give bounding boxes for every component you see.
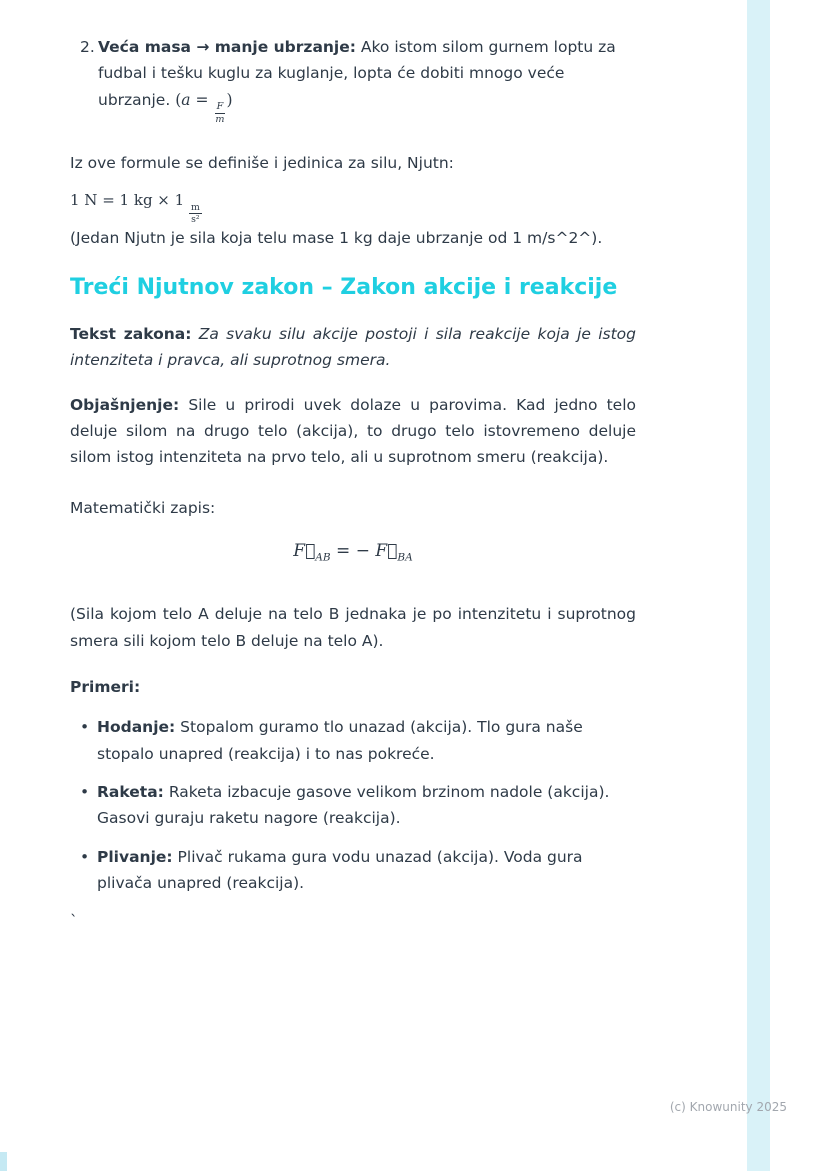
bullet-text <box>97 844 636 897</box>
ordered-list-item-2 <box>80 34 636 126</box>
formula-note-paragraph: (Sila kojom telo A deluje na telo B jednaka je po intenzitetu i suprotnog smera sili kojom telo B deluje na telo A). <box>70 605 636 650</box>
bullet-text <box>97 714 636 767</box>
explanation-label: Objašnjenje: <box>70 395 180 414</box>
list-item-plivanje <box>80 844 636 897</box>
fraction-denominator: m <box>215 114 225 126</box>
bullet-body: Raketa izbacuje gasove velikom brzinom nadole (akcija). Gasovi guraju raketu nagore (reakcija). <box>97 782 610 828</box>
fraction-denominator: s² <box>191 213 200 225</box>
explanation-paragraph <box>70 392 636 471</box>
force-AB-term <box>293 540 331 564</box>
bullet-icon: • <box>80 718 90 737</box>
law-text-italic: Za svaku silu akcije postoji i sila reakcije koja je istog intenziteta i pravca, ali suprotnog smera. <box>70 324 636 370</box>
inline-formula-a-equals-F-over-m <box>175 90 233 126</box>
law-text-paragraph <box>70 321 636 374</box>
bullet-text <box>97 779 636 832</box>
examples-label-bold: Primeri: <box>70 677 141 696</box>
newton-unit-note: (Jedan Njutn je sila koja telu mase 1 kg daje ubrzanje od 1 m/s^2^). <box>70 228 603 247</box>
list-item-text <box>98 34 636 126</box>
bullet-icon: • <box>80 782 90 801</box>
examples-label <box>70 674 636 700</box>
document-content <box>70 34 636 935</box>
force-BA-term <box>375 540 413 564</box>
section-heading: Treći Njutnov zakon – Zakon akcije i reakcije <box>70 275 618 301</box>
bullet-bold-lead: Hodanje: <box>97 718 176 737</box>
bullet-bold-lead: Raketa: <box>97 782 164 801</box>
right-accent-stripe <box>747 0 770 1171</box>
fraction-F-over-m <box>213 101 226 125</box>
explanation-text: Sile u prirodi uvek dolaze u parovima. Kad jedno telo deluje silom na drugo telo (akcija), to drugo telo istovremeno deluje silom istog intenziteta na prvo telo, ali u suprotnom smeru (reakcija). <box>70 395 636 467</box>
newton-unit-formula <box>70 188 636 225</box>
footer-copyright: (c) Knowunity 2025 <box>669 1100 787 1114</box>
subscript-BA: BA <box>397 551 413 564</box>
variable-a: a <box>181 90 191 109</box>
fraction-numerator: m <box>190 201 200 213</box>
equals-minus-operator: = − <box>336 540 370 561</box>
list-item-bold-lead: Veća masa → manje ubrzanje: <box>98 38 356 56</box>
bullet-icon: • <box>80 847 90 866</box>
list-item-number: 2. <box>80 38 95 56</box>
fraction-numerator: F <box>216 101 224 113</box>
list-item-body: Ako istom silom gurnem loptu za fudbal i tešku kuglu za kuglanje, lopta će dobiti mnogo veće ubrzanje. <box>98 38 616 109</box>
unit-intro-paragraph: Iz ove formule se definiše i jedinica za silu, Njutn: <box>70 153 454 172</box>
bullet-body: Stopalom guramo tlo unazad (akcija). Tlo gura naše stopalo unapred (reakcija) i to nas pokreće. <box>97 718 583 763</box>
paren-open: ( <box>175 90 182 109</box>
list-item-raketa <box>80 779 636 832</box>
bullet-body: Plivač rukama gura vodu unazad (akcija). Voda gura plivača unapred (reakcija). <box>97 847 583 892</box>
stray-backtick-character: ` <box>70 912 78 931</box>
math-notation-label: Matematički zapis: <box>70 498 216 517</box>
equals-sign: = <box>195 90 209 109</box>
law-text-label: Tekst zakona: <box>70 324 192 343</box>
newton-unit-text: 1 N = 1 kg × 1 <box>70 190 185 209</box>
paren-close: ) <box>226 90 233 109</box>
bullet-bold-lead: Plivanje: <box>97 847 173 866</box>
action-reaction-formula <box>70 537 636 567</box>
subscript-AB: AB <box>315 551 331 564</box>
vector-F: F⃗ <box>293 540 316 561</box>
fraction-m-over-s2 <box>189 202 202 225</box>
vector-F: F⃗ <box>375 540 398 561</box>
bottom-left-accent <box>0 1152 7 1171</box>
list-item-hodanje <box>80 714 636 767</box>
